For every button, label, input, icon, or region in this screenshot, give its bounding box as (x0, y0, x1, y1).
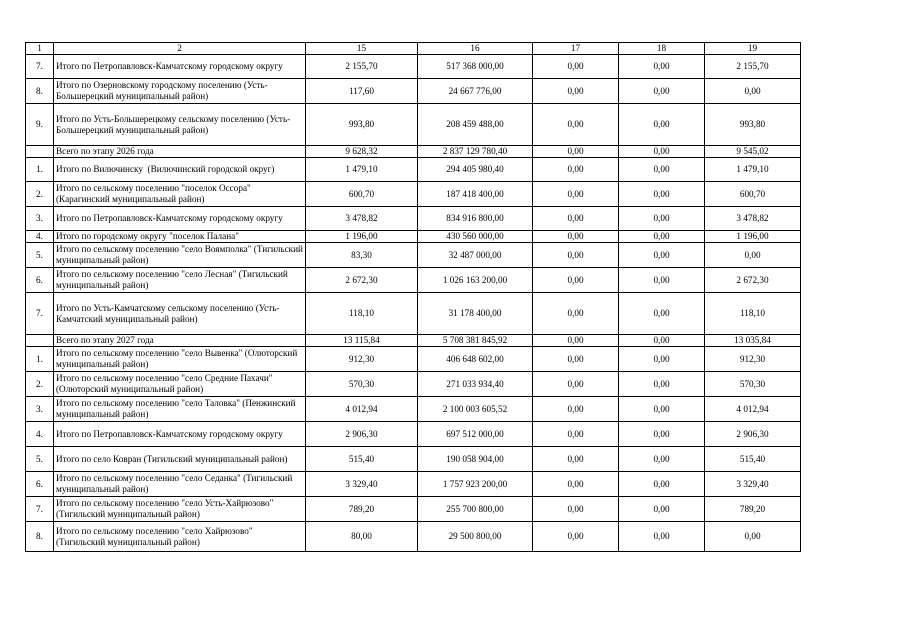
col-19-cell: 789,20 (705, 497, 801, 522)
row-number-cell: 6. (26, 268, 54, 293)
col-15-cell: 789,20 (306, 497, 418, 522)
table-row (26, 207, 801, 231)
col-17-cell: 0,00 (533, 293, 619, 335)
table-row (26, 79, 801, 104)
row-name-cell: Итого по село Ковран (Тигильский муниципальный район) (54, 447, 306, 472)
col-15-cell: 912,30 (306, 347, 418, 372)
row-name-cell: Итого по сельскому поселению "поселок Оссора" (Карагинский муниципальный район) (54, 182, 306, 207)
row-number-cell: 5. (26, 243, 54, 268)
col-18-cell: 0,00 (619, 158, 705, 182)
col-18-cell: 0,00 (619, 182, 705, 207)
col-15-cell: 600,70 (306, 182, 418, 207)
col-18-cell: 0,00 (619, 422, 705, 447)
col-17-cell: 0,00 (533, 146, 619, 158)
col-18-cell: 0,00 (619, 231, 705, 243)
col-17-cell: 0,00 (533, 231, 619, 243)
table-row (26, 335, 801, 347)
col-16-cell: 255 700 800,00 (418, 497, 533, 522)
col-16-cell: 187 418 400,00 (418, 182, 533, 207)
table-row (26, 293, 801, 335)
col-17-cell: 0,00 (533, 207, 619, 231)
col-15-cell: 3 478,82 (306, 207, 418, 231)
table-body (26, 43, 801, 552)
data-table (25, 42, 801, 552)
col-17-cell: 0,00 (533, 472, 619, 497)
table-row (26, 231, 801, 243)
table-row (26, 522, 801, 552)
col-16-cell: 406 648 602,00 (418, 347, 533, 372)
col-16-cell: 32 487 000,00 (418, 243, 533, 268)
col-15-cell: 570,30 (306, 372, 418, 397)
header-cell-col-19: 19 (705, 43, 801, 55)
table-row (26, 372, 801, 397)
col-15-cell: 2 155,70 (306, 55, 418, 79)
col-18-cell: 0,00 (619, 104, 705, 146)
row-number-cell: 3. (26, 207, 54, 231)
table-row (26, 447, 801, 472)
col-17-cell: 0,00 (533, 347, 619, 372)
col-18-cell: 0,00 (619, 55, 705, 79)
col-17-cell: 0,00 (533, 522, 619, 552)
col-18-cell: 0,00 (619, 335, 705, 347)
row-number-cell: 2. (26, 372, 54, 397)
col-16-cell: 834 916 800,00 (418, 207, 533, 231)
row-name-cell: Всего по этапу 2027 года (54, 335, 306, 347)
row-number-cell (26, 146, 54, 158)
col-16-cell: 24 667 776,00 (418, 79, 533, 104)
row-number-cell: 4. (26, 422, 54, 447)
col-15-cell: 1 196,00 (306, 231, 418, 243)
row-name-cell: Итого по сельскому поселению "село Седанка" (Тигильский муниципальный район) (54, 472, 306, 497)
col-16-cell: 271 033 934,40 (418, 372, 533, 397)
row-name-cell: Итого по Петропавловск-Камчатскому городскому округу (54, 55, 306, 79)
col-18-cell: 0,00 (619, 472, 705, 497)
header-row (26, 43, 801, 55)
col-18-cell: 0,00 (619, 207, 705, 231)
col-19-cell: 13 035,84 (705, 335, 801, 347)
col-19-cell: 0,00 (705, 243, 801, 268)
col-19-cell: 0,00 (705, 79, 801, 104)
col-16-cell: 697 512 000,00 (418, 422, 533, 447)
col-18-cell: 0,00 (619, 497, 705, 522)
col-19-cell: 2 906,30 (705, 422, 801, 447)
table-row (26, 497, 801, 522)
table-row (26, 146, 801, 158)
col-16-cell: 31 178 400,00 (418, 293, 533, 335)
col-17-cell: 0,00 (533, 268, 619, 293)
row-name-cell: Итого по Усть-Камчатскому сельскому поселению (Усть-Камчатский муниципальный район) (54, 293, 306, 335)
row-name-cell: Итого по Петропавловск-Камчатскому городскому округу (54, 422, 306, 447)
col-18-cell: 0,00 (619, 447, 705, 472)
row-name-cell: Итого по Усть-Большерецкому сельскому поселению (Усть-Большерецкий муниципальный район) (54, 104, 306, 146)
col-19-cell: 2 672,30 (705, 268, 801, 293)
col-17-cell: 0,00 (533, 79, 619, 104)
col-19-cell: 600,70 (705, 182, 801, 207)
col-19-cell: 118,10 (705, 293, 801, 335)
col-18-cell: 0,00 (619, 146, 705, 158)
row-name-cell: Итого по Вилючинску (Вилючинский городской округ) (54, 158, 306, 182)
col-18-cell: 0,00 (619, 79, 705, 104)
col-15-cell: 83,30 (306, 243, 418, 268)
col-19-cell: 0,00 (705, 522, 801, 552)
row-number-cell: 7. (26, 55, 54, 79)
row-number-cell: 6. (26, 472, 54, 497)
row-number-cell: 7. (26, 497, 54, 522)
table-row (26, 243, 801, 268)
col-17-cell: 0,00 (533, 497, 619, 522)
col-16-cell: 294 405 980,40 (418, 158, 533, 182)
col-17-cell: 0,00 (533, 104, 619, 146)
col-16-cell: 430 560 000,00 (418, 231, 533, 243)
row-number-cell: 5. (26, 447, 54, 472)
row-name-cell: Итого по сельскому поселению "село Вывенка" (Олюторский муниципальный район) (54, 347, 306, 372)
table-row (26, 268, 801, 293)
col-18-cell: 0,00 (619, 268, 705, 293)
col-15-cell: 993,80 (306, 104, 418, 146)
row-name-cell: Итого по сельскому поселению "село Усть-Хайрюзово" (Тигильский муниципальный район) (54, 497, 306, 522)
col-15-cell: 118,10 (306, 293, 418, 335)
col-17-cell: 0,00 (533, 335, 619, 347)
col-19-cell: 3 329,40 (705, 472, 801, 497)
header-cell-col-17: 17 (533, 43, 619, 55)
col-16-cell: 190 058 904,00 (418, 447, 533, 472)
col-17-cell: 0,00 (533, 447, 619, 472)
header-cell-col-2: 2 (54, 43, 306, 55)
row-name-cell: Итого по Петропавловск-Камчатскому городскому округу (54, 207, 306, 231)
col-19-cell: 570,30 (705, 372, 801, 397)
header-cell-col-18: 18 (619, 43, 705, 55)
col-15-cell: 1 479,10 (306, 158, 418, 182)
col-17-cell: 0,00 (533, 158, 619, 182)
row-number-cell: 4. (26, 231, 54, 243)
col-16-cell: 517 368 000,00 (418, 55, 533, 79)
table-row (26, 182, 801, 207)
table-row (26, 472, 801, 497)
col-19-cell: 1 196,00 (705, 231, 801, 243)
col-16-cell: 2 837 129 780,40 (418, 146, 533, 158)
row-number-cell: 7. (26, 293, 54, 335)
header-cell-col-15: 15 (306, 43, 418, 55)
col-17-cell: 0,00 (533, 372, 619, 397)
col-15-cell: 3 329,40 (306, 472, 418, 497)
row-name-cell: Итого по сельскому поселению "село Воямполка" (Тигильский муниципальный район) (54, 243, 306, 268)
table-row (26, 347, 801, 372)
col-17-cell: 0,00 (533, 182, 619, 207)
col-19-cell: 993,80 (705, 104, 801, 146)
header-cell-col-1: 1 (26, 43, 54, 55)
table-row (26, 397, 801, 422)
row-number-cell: 8. (26, 522, 54, 552)
col-19-cell: 2 155,70 (705, 55, 801, 79)
col-15-cell: 13 115,84 (306, 335, 418, 347)
col-15-cell: 2 906,30 (306, 422, 418, 447)
col-19-cell: 1 479,10 (705, 158, 801, 182)
row-number-cell: 1. (26, 158, 54, 182)
table-row (26, 158, 801, 182)
col-15-cell: 117,60 (306, 79, 418, 104)
table-row (26, 104, 801, 146)
col-18-cell: 0,00 (619, 243, 705, 268)
col-18-cell: 0,00 (619, 372, 705, 397)
row-name-cell: Итого по сельскому поселению "село Хайрюзово" (Тигильский муниципальный район) (54, 522, 306, 552)
col-17-cell: 0,00 (533, 243, 619, 268)
col-16-cell: 1 757 923 200,00 (418, 472, 533, 497)
col-19-cell: 9 545,02 (705, 146, 801, 158)
col-16-cell: 5 708 381 845,92 (418, 335, 533, 347)
row-number-cell: 2. (26, 182, 54, 207)
row-name-cell: Итого по городскому округу "поселок Палана" (54, 231, 306, 243)
col-18-cell: 0,00 (619, 347, 705, 372)
col-17-cell: 0,00 (533, 397, 619, 422)
row-name-cell: Итого по сельскому поселению "село Таловка" (Пенжинский муниципальный район) (54, 397, 306, 422)
row-name-cell: Итого по сельскому поселению "село Средние Пахачи" (Олюторский муниципальный район) (54, 372, 306, 397)
row-number-cell: 8. (26, 79, 54, 104)
col-16-cell: 29 500 800,00 (418, 522, 533, 552)
col-15-cell: 515,40 (306, 447, 418, 472)
col-15-cell: 2 672,30 (306, 268, 418, 293)
row-number-cell: 1. (26, 347, 54, 372)
row-name-cell: Итого по сельскому поселению "село Лесная" (Тигильский муниципальный район) (54, 268, 306, 293)
col-16-cell: 208 459 488,00 (418, 104, 533, 146)
row-number-cell: 3. (26, 397, 54, 422)
col-17-cell: 0,00 (533, 422, 619, 447)
col-17-cell: 0,00 (533, 55, 619, 79)
col-15-cell: 4 012,94 (306, 397, 418, 422)
col-19-cell: 3 478,82 (705, 207, 801, 231)
row-name-cell: Итого по Озерновскому городскому поселению (Усть-Большерецкий муниципальный район) (54, 79, 306, 104)
col-19-cell: 4 012,94 (705, 397, 801, 422)
row-number-cell (26, 335, 54, 347)
col-19-cell: 912,30 (705, 347, 801, 372)
col-16-cell: 1 026 163 200,00 (418, 268, 533, 293)
col-15-cell: 9 628,32 (306, 146, 418, 158)
row-number-cell: 9. (26, 104, 54, 146)
col-18-cell: 0,00 (619, 397, 705, 422)
col-18-cell: 0,00 (619, 522, 705, 552)
row-name-cell: Всего по этапу 2026 года (54, 146, 306, 158)
col-16-cell: 2 100 003 605,52 (418, 397, 533, 422)
col-18-cell: 0,00 (619, 293, 705, 335)
table-row (26, 55, 801, 79)
table-row (26, 422, 801, 447)
col-15-cell: 80,00 (306, 522, 418, 552)
col-19-cell: 515,40 (705, 447, 801, 472)
header-cell-col-16: 16 (418, 43, 533, 55)
